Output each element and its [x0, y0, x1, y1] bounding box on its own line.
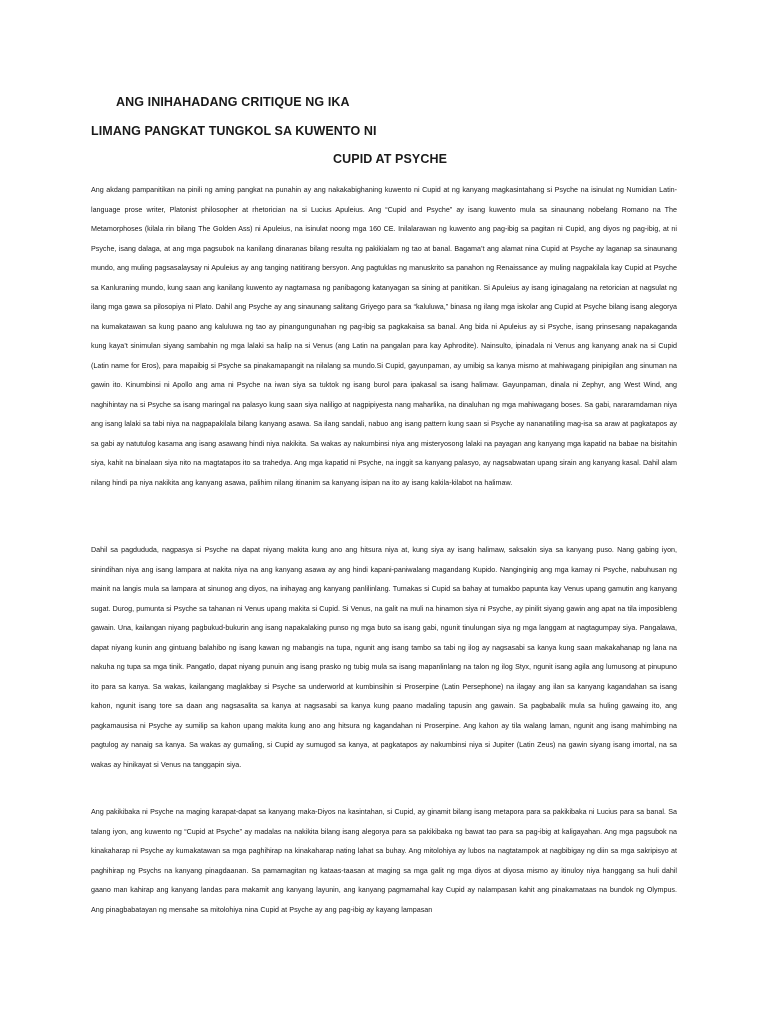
- body-paragraph-2: Dahil sa pagdududa, nagpasya si Psyche na dapat niyang makita kung ano ang hitsura niya at, kung siya ay isang halimaw, saksakin siya sa kanyang puso. Nang gabing iyon, sinindihan niya ang isang lampara at nakita niya na ang kanyang asawa ay ang hindi kapani-paniwalang magandang Kupido. Nanginginig ang mga kamay ni Psyche, nabuhusan ng mainit na langis mula sa lampara at sinunog ang diyos, na inihayag ang kanyang panlilinlang. Tumakas si Cupid sa bahay at tumakbo papunta kay Venus upang gamutin ang kanyang sugat. Durog, pumunta si Psyche sa tahanan ni Venus upang makita si Cupid. Si Venus, na galit na muli na hinamon siya ni Psyche, ay pinilit siyang gawin ang apat na tila imposibleng gawain. Una, kailangan niyang pagbukud-bukurin ang isang napakalaking punso ng mga buto sa isang gabi, ngunit tinulungan siya ng mga langgam at nagtagumpay siya. Pangalawa, dapat niyang kunin ang gintuang balahibo ng isang kawan ng mabangis na tupa, ngunit ang isang tambo sa tabi ng ilog ay nagsasabi sa kanya kung saan makakahanap ng lana na nakuha ng tupa sa mga tinik. Pangatlo, dapat niyang punuin ang isang prasko ng tubig mula sa isang mapanlinlang na talon ng ilog Styx, ngunit isang agila ang lumusong at pinupuno ito para sa kanya. Sa wakas, kailangang maglakbay si Psyche sa underworld at kumbinsihin si Proserpine (Latin Persephone) na ilagay ang ilan sa kanyang kagandahan sa isang kahon, ngunit isang tore sa daan ang nagsasalita sa kanya at nagsasabi sa kanya kung paano madaling tapusin ang gawain. Sa pagbabalik mula sa huling gawaing ito, ang pagkamausisa ni Psyche ay sumilip sa kahon upang makita kung ano ang hitsura ng kagandahan ni Proserpine. Ang kahon ay tila walang laman, ngunit ang isang mahimbing na pagtulog ay nanaig sa kanya. Sa wakas ay gumaling, si Cupid ay sumugod sa kanya, at pagkatapos ay nakumbinsi niya si Jupiter (Latin Zeus) na gawin siyang isang imortal, na sa wakas ay hinikayat si Venus na tanggapin siya.: [91, 546, 677, 769]
- body-paragraph-1: Ang akdang pampanitikan na pinili ng aming pangkat na punahin ay ang nakakabighaning kuwento ni Cupid at ng kanyang magkasintahang si Psyche na isinulat ng Numidian Latin-language prose writer, Platonist philosopher at rhetorician na si Lucius Apuleius. Ang “Cupid and Psyche” ay isang kuwento mula sa sinaunang nobelang Romano na The Metamorphoses (kilala rin bilang The Golden Ass) ni Apuleius, na isinulat noong mga 160 CE. Inilalarawan ng kuwento ang pag-ibig sa pagitan ni Cupid, ang diyos ng pag-ibig, at ni Psyche, isang dalaga, at ang mga pagsubok na kanilang dinaranas bilang resulta ng pakikialam ng tao at banal. Bagama’t ang alamat nina Cupid at Psyche ay laganap sa sinaunang mundo, ang muling pagsasalaysay ni Apuleius ay ang tanging natitirang bersyon. Ang pagtuklas ng manuskrito sa panahon ng Renaissance ay muling nagpakilala kay Cupid at Psyche sa Kanluraning mundo, kung saan ang kanilang kuwento ay nagtamasa ng panibagong katanyagan sa sining at panitikan. Si Apuleius ay isang iginagalang na retorician at nagsulat ng ilang mga gawa sa pilosopiya ni Plato. Dahil ang Psyche ay ang sinaunang salitang Griyego para sa “kaluluwa,” binasa ng ilang mga iskolar ang Cupid at Psyche bilang isang alegorya na kumakatawan sa kung paano ang kaluluwa ng tao ay pinangungunahan ng pag-ibig sa pagkakaisa sa banal. Ang bida ni Apuleius ay si Psyche, isang prinsesang napakaganda kung kaya’t sinimulan siyang sambahin ng mga lalaki sa halip na si Venus (ang Latin na pangalan para kay Aphrodite). Nainsulto, ipinadala ni Venus ang kanyang anak na si Cupid (Latin name for Eros), para mapaibig si Psyche sa pinakamapangit na nilalang sa mundo.Si Cupid, gayunpaman, ay umibig sa kanya mismo at mahiwagang pinipigilan ang sinuman na gawin ito. Kinumbinsi ni Apollo ang ama ni Psyche na iwan siya sa tuktok ng isang burol para ipakasal sa isang halimaw. Gayunpaman, dinala ni Zephyr, ang West Wind, ang naghihintay na si Psyche sa isang maringal na palasyo kung saan siya naliligo at nagpipiyesta nang maharlika, na dinaluhan ng mga mahiwagang boses. Sa gabi, nararamdaman niya ang isang lalaki sa tabi niya na nagpapakilala bilang kanyang asawa. Sa ilang sandali, nabuo ang isang pattern kung saan si Psyche ay nananatiling mag-isa sa araw at pagkatapos ay sa gabi ay natutulog kasama ang isang asawang hindi niya nakikita. Sa wakas ay nakumbinsi niya ang misteryosong lalaki na payagan ang kanyang mga kapatid na babae na bisitahin siya, kahit na binalaan siya nito na magtatapos ito sa trahedya. Ang mga kapatid ni Psyche, na inggit sa kanyang palasyo, ay nagsabwatan upang sirain ang kanyang kasal. Dahil alam nilang hindi pa niya nakikita ang kanyang asawa, palihim nilang itinanim sa kanyang isipan na ito ay isang kakila-kilabot na halimaw.: [91, 186, 677, 487]
- document-title-line-3: CUPID AT PSYCHE: [333, 152, 448, 166]
- body-paragraph-3: Ang pakikibaka ni Psyche na maging karapat-dapat sa kanyang maka-Diyos na kasintahan, si Cupid, ay ginamit bilang isang metapora para sa pakikibaka ni Lucius para sa banal. Sa talang iyon, ang kuwento ng “Cupid at Psyche” ay madalas na nakikita bilang isang alegorya para sa pakikibaka ng bawat tao para sa pag-ibig at kaligayahan. Ang mga pagsubok na kinakaharap ni Psyche ay kumakatawan sa mga paghihirap na kinakaharap nating lahat sa buhay. Ang mitolohiya ay lubos na nagtatampok at nagbibigay ng diin sa mga sakripisyo at paghihirap ng Psychs na kanyang pinagdaanan. Sa pamamagitan ng kataas-taasan at maging sa mga galit ng mga diyos at diyosa mismo ay itinuloy niya hanggang sa huli dahil gaano man kahirap ang kanyang landas para makamit ang kanyang layunin, ang kanyang pagmamahal kay Cupid ay nalampasan kahit ang pinakamataas na bundok ng Olympus. Ang pinagbabatayan ng mensahe sa mitolohiya nina Cupid at Psyche ay ang pag-ibig ay kayang lampasan: [91, 808, 677, 914]
- document-title-line-1: ANG INIHAHADANG CRITIQUE NG IKA: [116, 95, 350, 109]
- document-title-line-2: LIMANG PANGKAT TUNGKOL SA KUWENTO NI: [91, 124, 377, 138]
